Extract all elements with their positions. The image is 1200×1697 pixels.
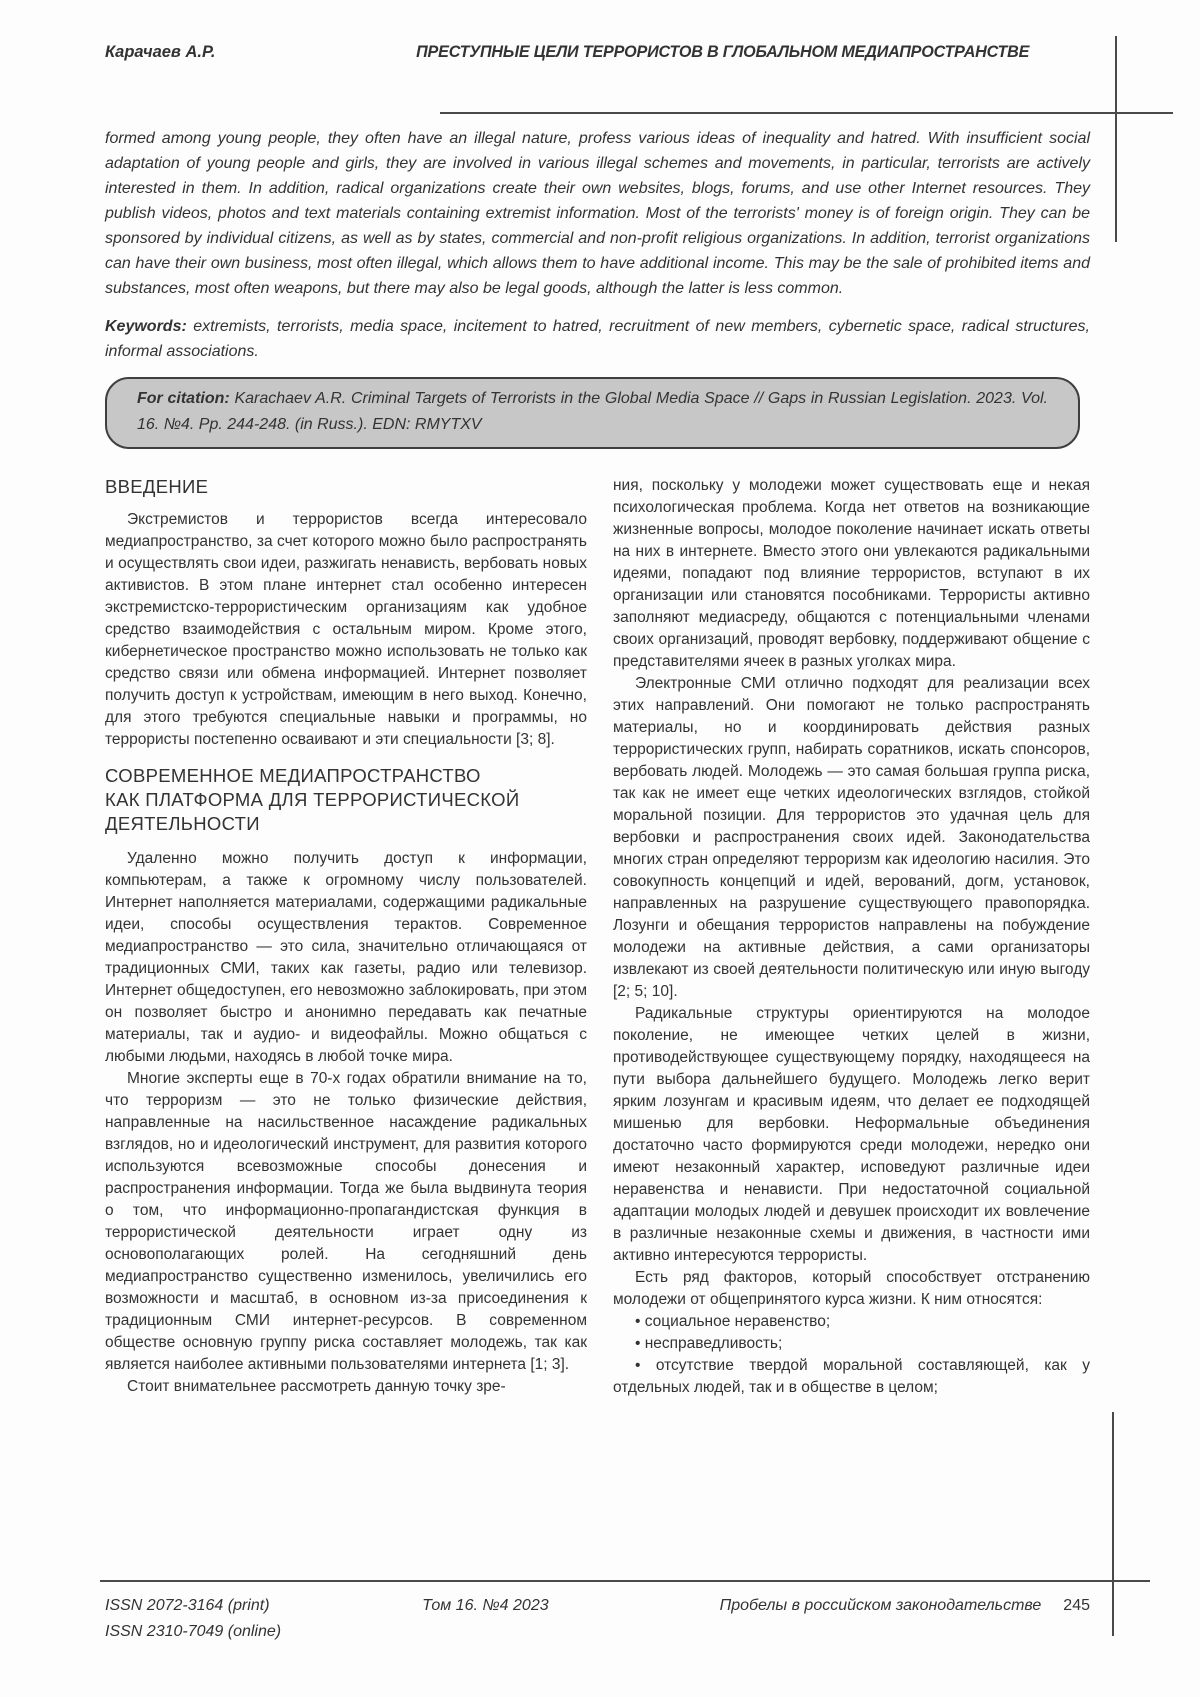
citation-box [105,377,1080,449]
paragraph: Удаленно можно получить доступ к информации, компьютерам, а также к огромному числу пользователей. Интернет наполняется материалами, содержащими радикальные идеи, способы осуществления терактов. Современное медиапространство — это сила, значительно отличающаяся от традиционных СМИ, таких как газеты, радио или телевизор. Интернет общедоступен, его невозможно заблокировать, при этом он позволяет быстро и анонимно передавать как печатные материалы, так и аудио- и видеофайлы. Можно общаться с любыми людьми, находясь в любой точке мира. [105,850,587,1065]
paragraph: Электронные СМИ отлично подходят для реализации всех этих направлений. Они помогают не только распространять материалы, но и координировать действия разных террористических групп, набирать соратников, искать спонсоров, вербовать людей. Молодежь — это самая большая группа риска, так как не имеет еще четких идеологических взглядов, стойкой моральной позиции. Для террористов это удачная цель для вербовки и распространения своих идей. Законодательства многих стран определяют терроризм как идеологию насилия. Это совокупность концепций и идей, верований, догм, установок, направленных на разрушение существующего правопорядка. Лозунги и обещания террористов направлены на побуждение молодежи на активные действия, а сами организаторы извлекают из своей деятельности политическую или иную выгоду [2; 5; 10]. [613,675,1090,1000]
running-header [105,42,1090,62]
running-title: ПРЕСТУПНЫЕ ЦЕЛИ ТЕРРОРИСТОВ В ГЛОБАЛЬНОМ МЕДИАПРОСТРАНСТВЕ [415,42,1030,61]
issn-online: ISSN 2310-7049 (online) [105,1623,282,1640]
list-item: • социальное неравенство; [635,1313,831,1330]
left-column [105,475,587,1399]
keywords-paragraph [105,314,1090,364]
journal-title: Пробелы в российском законодательстве [719,1597,1042,1614]
footer-issn-block [105,1593,281,1645]
heading-line: КАК ПЛАТФОРМА ДЛЯ ТЕРРОРИСТИЧЕСКОЙ [105,789,520,810]
heading-line: СОВРЕМЕННОЕ МЕДИАПРОСТРАНСТВО [105,765,481,786]
page-content [105,42,1090,1399]
abstract-text: formed among young people, they often have an illegal nature, profess various ideas of inequality and hatred. With insufficient social adaptation of young people and girls, they are involved in various illegal schemes and movements, in particular, terrorists are actively interested in them. In addition, radical organizations create their own websites, blogs, forums, and use other Internet resources. They publish videos, photos and text materials containing extremist information. Most of the terrorists' money is of foreign origin. They can be sponsored by individual citizens, as well as by states, commercial and non-profit religious organizations. In addition, terrorist organizations can have their own business, most often illegal, which allows them to have additional income. This may be the sale of prohibited items and substances, most often weapons, but there may also be legal goods, although the latter is less common. [105,130,1090,297]
keywords-label: Keywords: [105,318,187,335]
running-title-wrap [355,42,1090,62]
section-heading-introduction: ВВЕДЕНИЕ [105,476,209,497]
section-heading-platform [105,764,587,836]
paragraph: Радикальные структуры ориентируются на молодое поколение, не имеющее четких целей в жизни, противодействующее существующему порядку, находящееся на пути выбора дальнейшего будущего. Молодежь легко верит ярким лозунгам и красивым идеям, что делает ее подходящей мишенью для вербовки. Неформальные объединения достаточно часто формируются среди молодежи, нередко они имеют незаконный характер, исповедуют различные идеи неравенства и ненависти. При недостаточной социальной адаптации молодых людей и девушек происходит их вовлечение в различные незаконные схемы и движения, в частности ими активно интересуются террористы. [613,1005,1090,1264]
header-vertical-rule [1115,36,1117,242]
factors-list [613,1311,1090,1399]
footer-journal-block [720,1593,1090,1619]
footer-rule [100,1580,1150,1582]
paragraph: ния, поскольку у молодежи может существовать еще и некая психологическая проблема. Когда нет ответов на возникающие жизненные вопросы, молодое поколение начинает искать ответы на них в интернете. Вместо этого они увлекаются радикальными идеями, попадают под влияние террористов, вступают в их организации или становятся пособниками. Террористы активно заполняют медиасреду, общаются с потенциальными членами своих организаций, проводят вербовку, поддерживают общение с представителями ячеек в разных уголках мира. [613,477,1090,670]
list-item: • отсутствие твердой моральной составляющей, как у отдельных людей, так и в обществе в целом; [613,1357,1090,1396]
body-columns [105,475,1090,1399]
page-footer [105,1593,1090,1645]
paragraph: Многие эксперты еще в 70-х годах обратили внимание на то, что терроризм — это не только физические действия, направленные на насильственное насаждение радикальных взглядов, но и идеологический инструмент, для развития которого используются всевозможные способы донесения и распространения информации. Тогда же была выдвинута теория о том, что информационно-пропагандистская функция в террористической деятельности играет одну из основополагающих ролей. На сегодняшний день медиапространство существенно изменилось, увеличились его возможности и масштаб, в основном из-за присоединения к традиционным СМИ интернет-ресурсов. В современном обществе основную группу риска составляет молодежь, так как является наиболее активными пользователями интернета [1; 3]. [105,1070,587,1373]
heading-line: ДЕЯТЕЛЬНОСТИ [105,813,260,834]
right-column [613,475,1090,1399]
citation-label: For citation: [137,390,230,407]
volume-info: Том 16. №4 2023 [422,1597,549,1614]
paragraph: Стоит внимательнее рассмотреть данную точку зре- [127,1378,506,1395]
footer-vertical-rule [1112,1412,1114,1636]
issn-print: ISSN 2072-3164 (print) [105,1597,270,1614]
running-author: Карачаев А.Р. [105,43,216,61]
paragraph: Есть ряд факторов, который способствует отстранению молодежи от общепринятого курса жизни. К ним относятся: [613,1269,1090,1308]
page-number: 245 [1063,1597,1090,1614]
list-item: • несправедливость; [635,1335,783,1352]
keywords-text: extremists, terrorists, media space, incitement to hatred, recruitment of new members, cybernetic space, radical structures, informal associations. [105,318,1090,360]
paragraph: Экстремистов и террористов всегда интересовало медиапространство, за счет которого можно было распространять и осуществлять свои идеи, разжигать ненависть, вербовать новых активистов. В этом плане интернет стал особенно интересен экстремистско-террористическим организациям как удобное средство взаимодействия с остальным миром. Кроме этого, кибернетическое пространство можно использовать не только как средство связи или обмена информацией. Интернет позволяет получить доступ к устройствам, имеющим в него выход. Конечно, для этого требуются специальные навыки и программы, но террористы постепенно осваивают и эти специальности [3; 8]. [105,511,587,748]
citation-text: Karachaev A.R. Criminal Targets of Terrorists in the Global Media Space // Gaps in Russian Legislation. 2023. Vol. 16. №4. Pp. 244-248. (in Russ.). EDN: RMYTXV [137,390,1049,433]
column-gutter [587,475,613,1399]
